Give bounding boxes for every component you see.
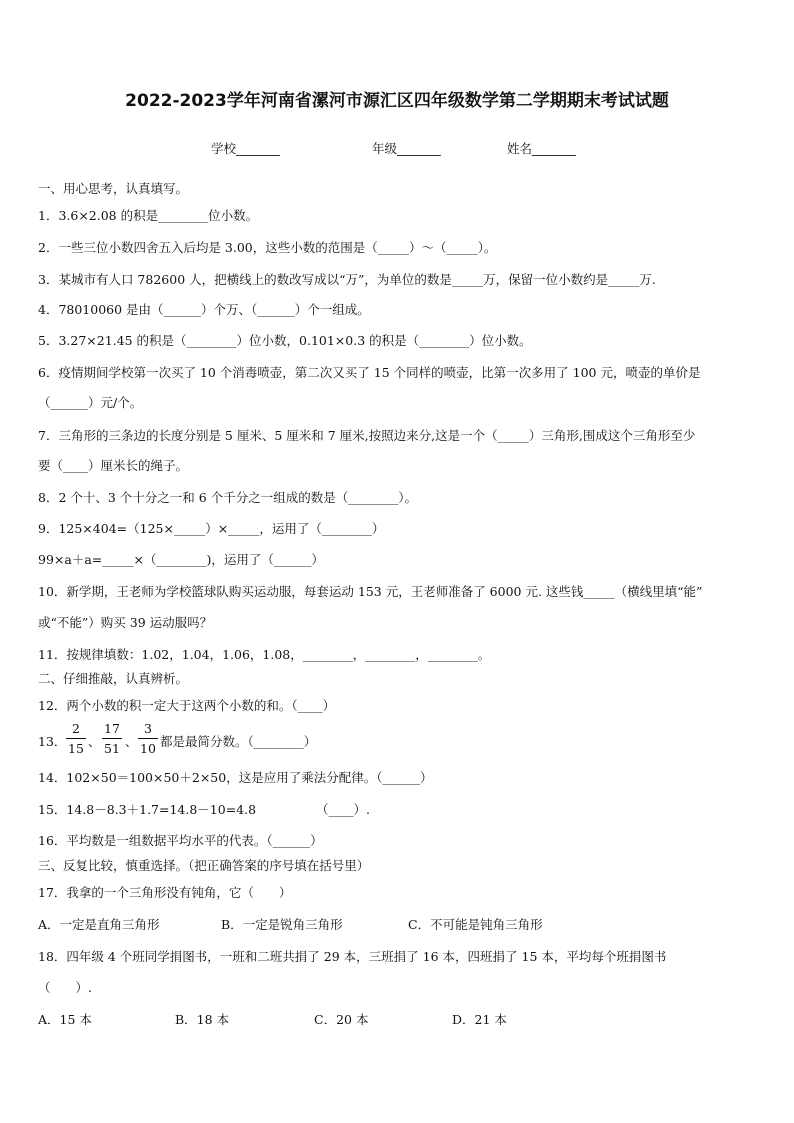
- question-7-line-2: 要（____）厘米长的绳子。: [38, 458, 189, 473]
- school-field[interactable]: 学校_______: [211, 141, 280, 156]
- question-3: 3．某城市有人口 782600 人，把横线上的数改写成以“万”，为单位的数是_____万，保留一位小数约是_____万.: [38, 272, 656, 287]
- section-2-heading: 二、仔细推敲，认真辨析。: [38, 671, 189, 686]
- question-7-line-1: 7．三角形的三条边的长度分别是 5 厘米、5 厘米和 7 厘米,按照边来分,这是一个（_____）三角形,围成这个三角形至少: [38, 428, 696, 443]
- q18-option-d: D．21 本: [452, 1012, 507, 1027]
- fraction-3-numerator: 3: [144, 721, 152, 736]
- q17-option-a: A．一定是直角三角形: [38, 917, 160, 932]
- fraction-separator-2: 、: [125, 734, 138, 749]
- fraction-3-bar: [138, 738, 158, 739]
- question-18-line-2: （ ）.: [38, 980, 92, 995]
- section-1-heading: 一、用心思考，认真填写。: [38, 181, 189, 196]
- question-14: 14．102×50＝100×50＋2×50，这是应用了乘法分配律。（______）: [38, 770, 433, 785]
- fraction-2-numerator: 17: [104, 721, 120, 736]
- question-10-line-1: 10．新学期，王老师为学校篮球队购买运动服，每套运动 153 元，王老师准备了 6000 元. 这些钱_____（横线里填“能”: [38, 584, 703, 599]
- question-15: 15．14.8－8.3＋1.7=14.8－10=4.8: [38, 802, 257, 817]
- fraction-2-bar: [102, 738, 122, 739]
- question-9-line-2: 99×a＋a=_____×（________)，运用了（______）: [38, 552, 324, 567]
- q18-option-a: A．15 本: [38, 1012, 92, 1027]
- question-13-text: 都是最简分数。（________）: [160, 734, 317, 749]
- name-field[interactable]: 姓名_______: [507, 141, 576, 156]
- fraction-1-denominator: 15: [68, 741, 84, 756]
- fraction-1-numerator: 2: [72, 721, 80, 736]
- fraction-separator-1: 、: [88, 734, 101, 749]
- question-11: 11．按规律填数：1.02，1.04，1.06，1.08，________，________，________。: [38, 647, 491, 662]
- question-9-line-1: 9．125×404=（125×_____）×_____，运用了（________）: [38, 521, 385, 536]
- fraction-3: [136, 721, 160, 756]
- question-6-line-1: 6．疫情期间学校第一次买了 10 个消毒喷壶，第二次又买了 15 个同样的喷壶，比第一次多用了 100 元，喷壶的单价是: [38, 365, 701, 380]
- question-10-line-2: 或“不能”）购买 39 运动服吗？: [38, 615, 213, 630]
- q17-option-c: C．不可能是钝角三角形: [408, 917, 543, 932]
- question-8: 8．2 个十、3 个十分之一和 6 个千分之一组成的数是（________）。: [38, 490, 417, 505]
- q18-option-c: C．20 本: [314, 1012, 369, 1027]
- grade-field[interactable]: 年级_______: [372, 141, 441, 156]
- question-13-number: 13．: [38, 734, 67, 749]
- question-5: 5．3.27×21.45 的积是（________）位小数，0.101×0.3 的积是（________）位小数。: [38, 333, 532, 348]
- fraction-2: [100, 721, 124, 756]
- page-title: 2022-2023学年河南省漯河市源汇区四年级数学第二学期期末考试试题: [125, 91, 669, 111]
- fraction-3-denominator: 10: [140, 741, 156, 756]
- question-17: 17．我拿的一个三角形没有钝角，它（ ）: [38, 885, 292, 900]
- q17-option-b: B．一定是锐角三角形: [221, 917, 343, 932]
- fraction-1-bar: [66, 738, 86, 739]
- section-3-heading: 三、反复比较，慎重选择。（把正确答案的序号填在括号里）: [38, 858, 370, 873]
- question-1: 1．3.6×2.08 的积是________位小数。: [38, 208, 259, 223]
- question-16: 16．平均数是一组数据平均水平的代表。（______）: [38, 833, 323, 848]
- question-6-line-2: （______）元/个。: [38, 395, 143, 410]
- question-15-blank: （____）.: [316, 802, 370, 817]
- question-2: 2．一些三位小数四舍五入后均是 3.00，这些小数的范围是（_____）～（_____）。: [38, 240, 497, 255]
- q18-option-b: B．18 本: [175, 1012, 230, 1027]
- question-18-line-1: 18．四年级 4 个班同学捐图书，一班和二班共捐了 29 本，三班捐了 16 本，四班捐了 15 本，平均每个班捐图书: [38, 949, 667, 964]
- question-12: 12．两个小数的积一定大于这两个小数的和。（____）: [38, 698, 336, 713]
- question-4: 4．78010060 是由（______）个万、（______）个一组成。: [38, 302, 370, 317]
- fraction-2-denominator: 51: [104, 741, 120, 756]
- fraction-1: [64, 721, 88, 756]
